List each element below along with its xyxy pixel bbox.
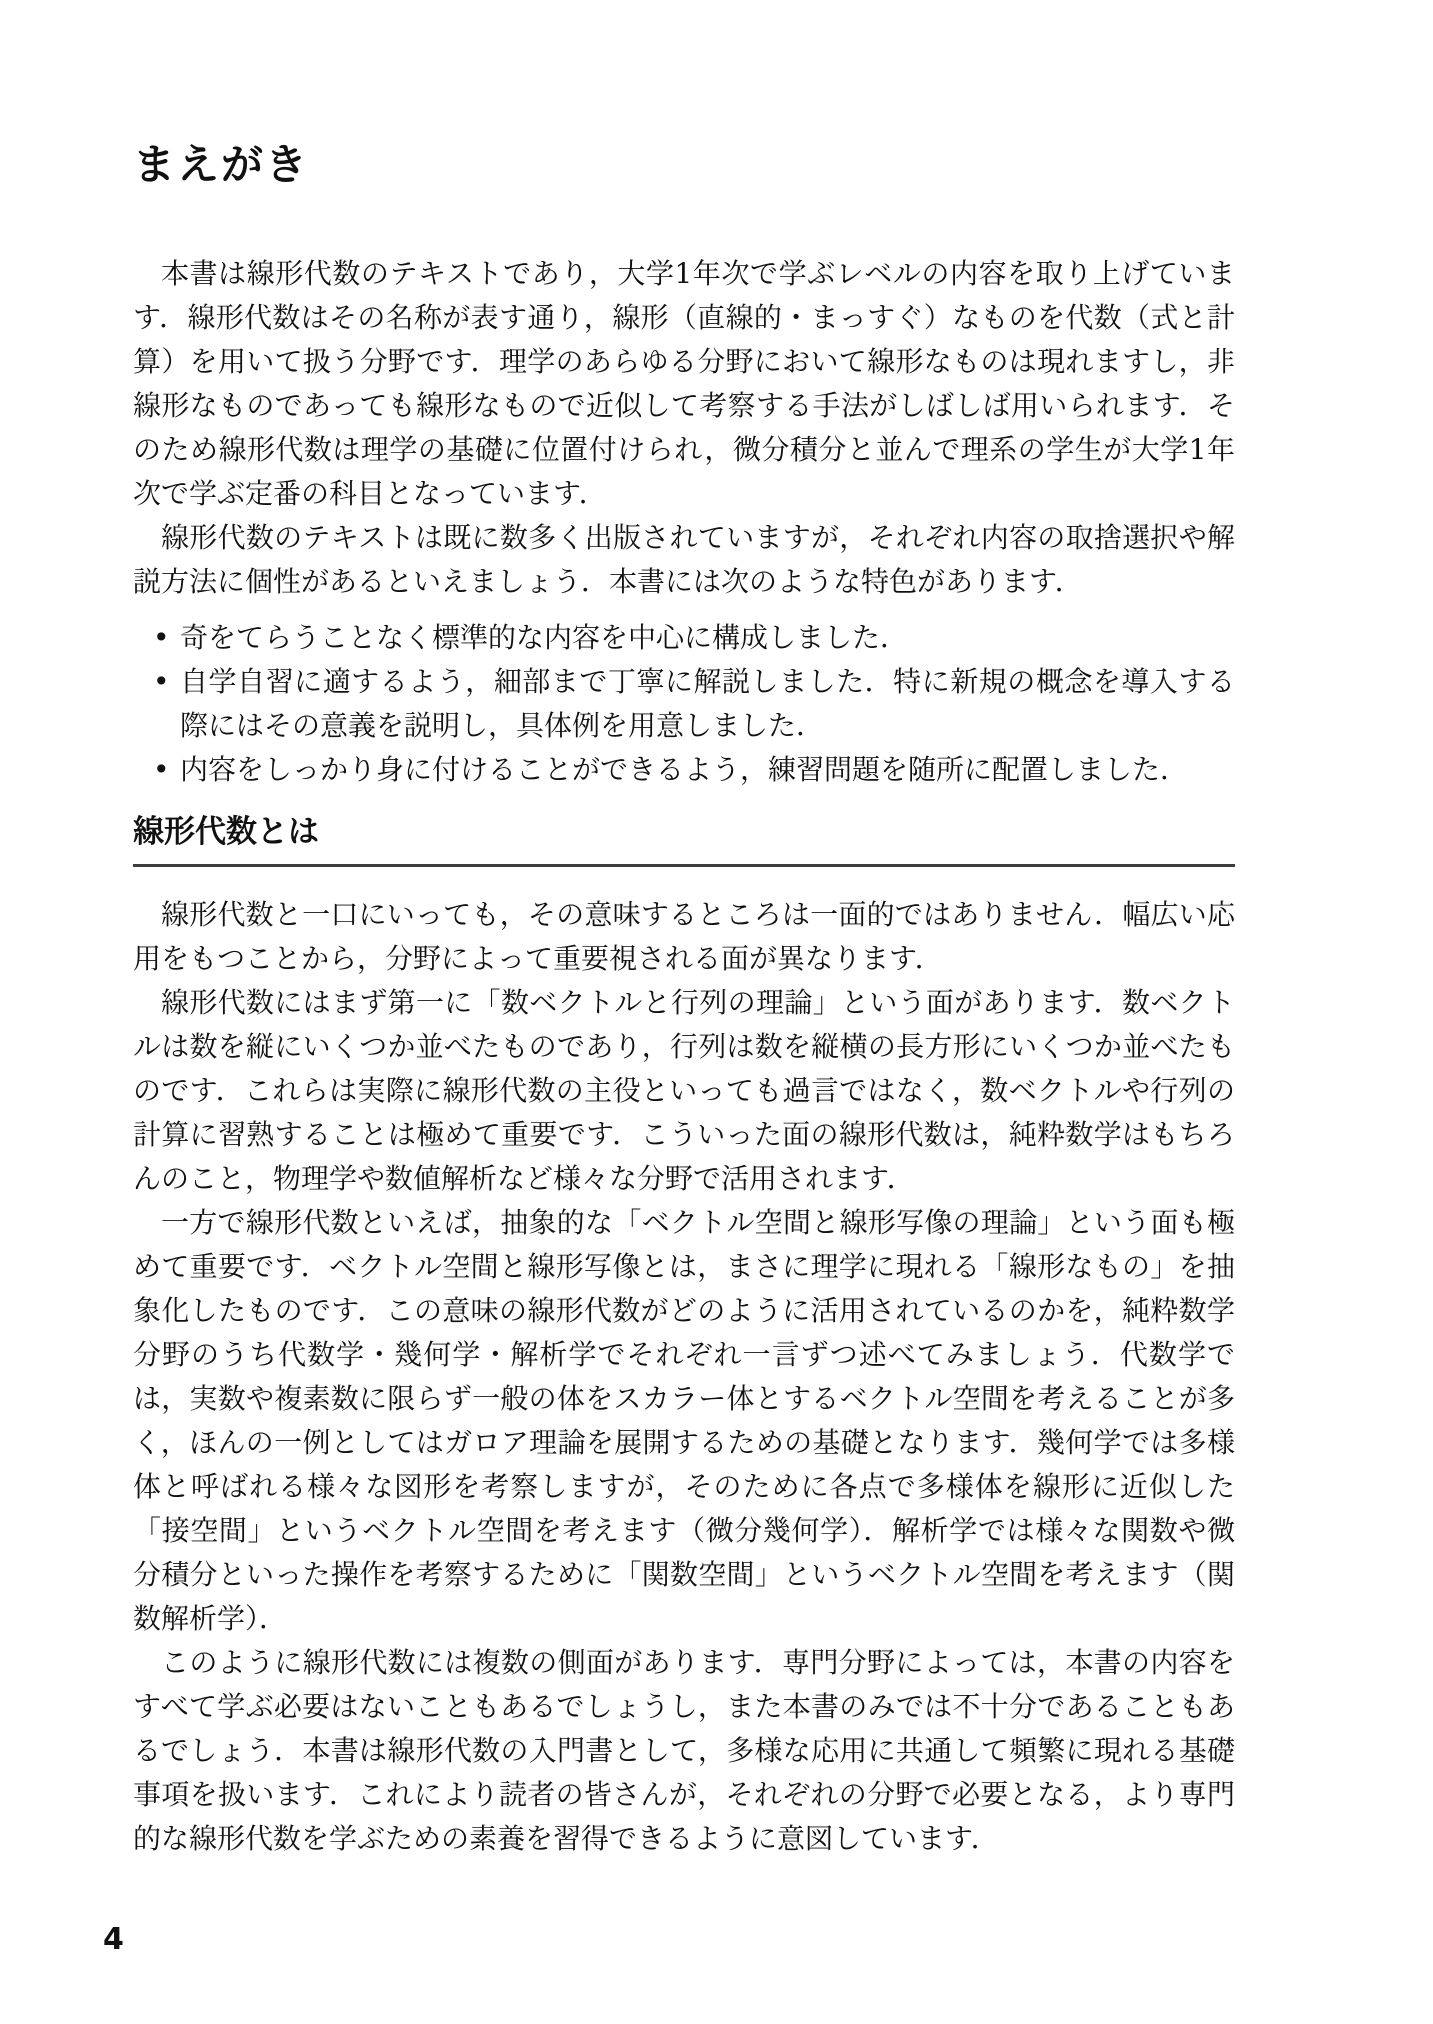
bullet-icon: •	[153, 665, 170, 699]
section-paragraph-3: 一方で線形代数といえば，抽象的な「ベクトル空間と線形写像の理論」という面も極めて重要です．ベクトル空間と線形写像とは，まさに理学に現れる「線形なもの」を抽象化したものです．この意味の線形代数がどのように活用されているのかを，純粋数学分野のうち代数学・幾何学・解析学でそれぞれ一言ずつ述べてみましょう．代数学では，実数や複素数に限らず一般の体をスカラー体とするベクトル空間を考えることが多く，ほんの一例としてはガロア理論を展開するための基礎となります．幾何学では多様体と呼ばれる様々な図形を考察しますが，そのために各点で多様体を線形に近似した「接空間」というベクトル空間を考えます（微分幾何学）．解析学では様々な関数や微分積分といった操作を考察するために「関数空間」というベクトル空間を考えます（関数解析学）．	[133, 1206, 1235, 1636]
bullet-icon: •	[153, 621, 170, 655]
page-content	[133, 142, 1235, 1861]
bullet-icon: •	[153, 753, 170, 787]
page-footer	[103, 1922, 124, 1957]
list-item	[133, 616, 1235, 660]
list-item-text: 奇をてらうことなく標準的な内容を中心に構成しました．	[180, 621, 909, 655]
feature-list	[133, 616, 1235, 792]
section-heading: 線形代数とは	[133, 814, 1235, 867]
intro-paragraph-1: 本書は線形代数のテキストであり，大学1年次で学ぶレベルの内容を取り上げています．線形代数はその名称が表す通り，線形（直線的・まっすぐ）なものを代数（式と計算）を用いて扱う分野です．理学のあらゆる分野において線形なものは現れますし，非線形なものであっても線形なもので近似して考察する手法がしばしば用いられます．そのため線形代数は理学の基礎に位置付けられ，微分積分と並んで理系の学生が大学1年次で学ぶ定番の科目となっています．	[133, 257, 1235, 511]
section-paragraph-2: 線形代数にはまず第一に「数ベクトルと行列の理論」という面があります．数ベクトルは数を縦にいくつか並べたものであり，行列は数を縦横の長方形にいくつか並べたものです．これらは実際に線形代数の主役といっても過言ではなく，数ベクトルや行列の計算に習熟することは極めて重要です．こういった面の線形代数は，純粋数学はもちろんのこと，物理学や数値解析など様々な分野で活用されます．	[133, 986, 1235, 1196]
list-item-text: 内容をしっかり身に付けることができるよう，練習問題を随所に配置しました．	[180, 753, 1189, 787]
page-title: まえがき	[133, 140, 310, 189]
section-paragraph-1: 線形代数と一口にいっても，その意味するところは一面的ではありません．幅広い応用をもつことから，分野によって重要視される面が異なります．	[133, 898, 1235, 976]
list-item-text: 自学自習に適するよう，細部まで丁寧に解説しました．特に新規の概念を導入する際にはその意義を説明し，具体例を用意しました．	[180, 665, 1235, 743]
intro-paragraph-2: 線形代数のテキストは既に数多く出版されていますが，それぞれ内容の取捨選択や解説方法に個性があるといえましょう．本書には次のような特色があります．	[133, 521, 1235, 599]
list-item	[133, 660, 1235, 748]
page-number: 4	[103, 1922, 124, 1957]
section-paragraph-4: このように線形代数には複数の側面があります．専門分野によっては，本書の内容をすべて学ぶ必要はないこともあるでしょうし，また本書のみでは不十分であることもあるでしょう．本書は線形代数の入門書として，多様な応用に共通して頻繁に現れる基礎事項を扱います．これにより読者の皆さんが，それぞれの分野で必要となる，より専門的な線形代数を学ぶための素養を習得できるように意図しています．	[133, 1646, 1235, 1856]
section-body	[133, 893, 1235, 1861]
list-item	[133, 748, 1235, 792]
intro-section	[133, 252, 1235, 604]
